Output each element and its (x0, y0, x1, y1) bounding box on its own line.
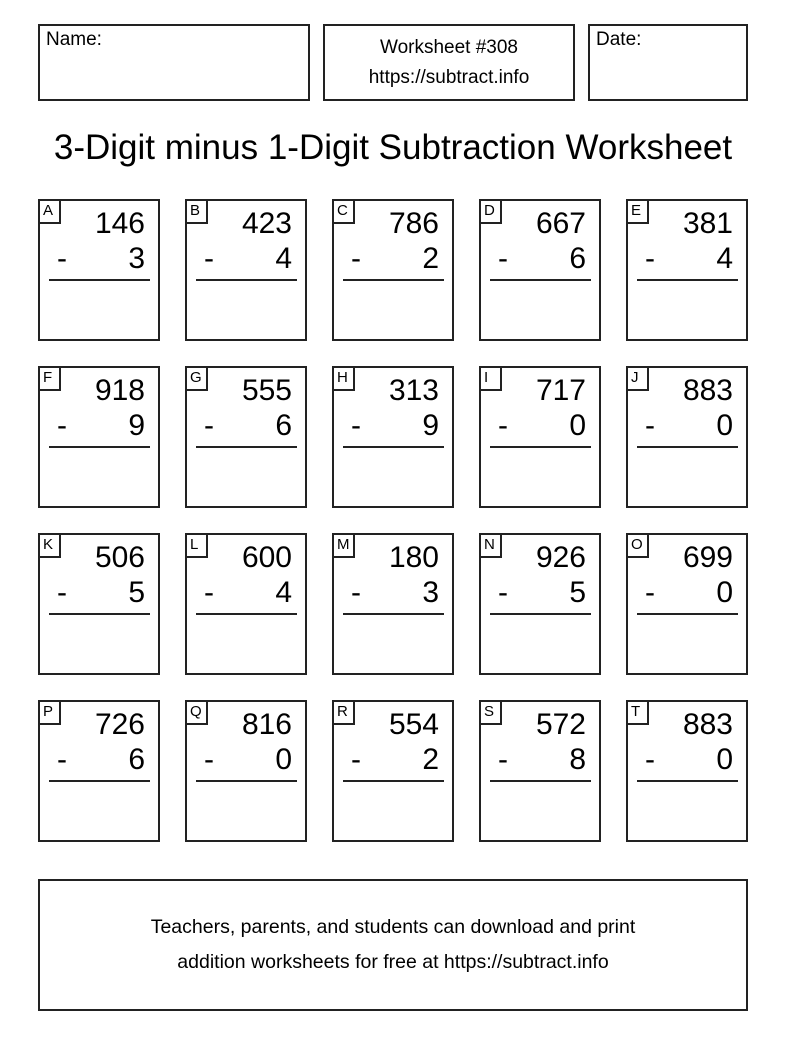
name-label: Name: (46, 29, 102, 50)
minuend: 423 (241, 207, 292, 240)
minus-sign: - (498, 242, 508, 275)
minus-sign: - (351, 242, 361, 275)
answer-line (637, 446, 738, 448)
minus-sign: - (645, 743, 655, 776)
problem-label: G (185, 366, 208, 391)
minus-sign: - (351, 743, 361, 776)
page-title: 3-Digit minus 1-Digit Subtraction Worksheet (53, 128, 733, 167)
problem-label: M (332, 533, 355, 558)
minus-sign: - (57, 409, 67, 442)
minus-sign: - (498, 576, 508, 609)
minus-sign: - (498, 743, 508, 776)
footer-note (38, 879, 748, 1011)
minuend: 883 (682, 708, 733, 741)
minus-sign: - (204, 242, 214, 275)
answer-line (49, 613, 150, 615)
subtrahend: 6 (569, 242, 586, 275)
problem-card[interactable] (185, 533, 307, 675)
minus-sign: - (351, 409, 361, 442)
minuend: 699 (682, 541, 733, 574)
problem-card[interactable] (185, 199, 307, 341)
minuend: 506 (94, 541, 145, 574)
problem-label: H (332, 366, 355, 391)
subtrahend: 5 (569, 576, 586, 609)
problem-card[interactable] (185, 366, 307, 508)
problem-label: S (479, 700, 502, 725)
minuend: 555 (241, 374, 292, 407)
subtrahend: 8 (569, 743, 586, 776)
answer-line (490, 446, 591, 448)
problem-card[interactable] (38, 366, 160, 508)
answer-line (196, 780, 297, 782)
subtrahend: 6 (275, 409, 292, 442)
minus-sign: - (645, 409, 655, 442)
problem-card[interactable] (38, 199, 160, 341)
worksheet-url: https://subtract.info (368, 66, 530, 88)
subtrahend: 0 (716, 743, 733, 776)
footer-line-1: Teachers, parents, and students can download and print (150, 916, 636, 938)
problem-card[interactable] (185, 700, 307, 842)
subtrahend: 9 (128, 409, 145, 442)
answer-line (343, 780, 444, 782)
problem-label: K (38, 533, 61, 558)
subtrahend: 3 (128, 242, 145, 275)
date-label: Date: (596, 29, 642, 50)
answer-line (343, 279, 444, 281)
name-field-box[interactable] (38, 24, 310, 101)
subtrahend: 2 (422, 743, 439, 776)
problem-label: C (332, 199, 355, 224)
problem-card[interactable] (479, 199, 601, 341)
subtrahend: 5 (128, 576, 145, 609)
problem-label: N (479, 533, 502, 558)
subtrahend: 4 (716, 242, 733, 275)
minuend: 554 (388, 708, 439, 741)
problem-card[interactable] (332, 366, 454, 508)
subtrahend: 0 (569, 409, 586, 442)
answer-line (637, 279, 738, 281)
minuend: 726 (94, 708, 145, 741)
problem-card[interactable] (479, 366, 601, 508)
minuend: 180 (388, 541, 439, 574)
answer-line (49, 446, 150, 448)
answer-line (49, 780, 150, 782)
problem-card[interactable] (332, 700, 454, 842)
problem-label: O (626, 533, 649, 558)
minus-sign: - (57, 743, 67, 776)
subtrahend: 9 (422, 409, 439, 442)
problem-label: B (185, 199, 208, 224)
answer-line (196, 279, 297, 281)
date-field-box[interactable] (588, 24, 748, 101)
minus-sign: - (351, 576, 361, 609)
problem-card[interactable] (626, 199, 748, 341)
problem-label: T (626, 700, 649, 725)
problem-card[interactable] (479, 700, 601, 842)
minuend: 816 (241, 708, 292, 741)
minus-sign: - (204, 743, 214, 776)
minus-sign: - (204, 409, 214, 442)
footer-line-2: addition worksheets for free at https://subtract.info (177, 951, 609, 973)
problem-label: P (38, 700, 61, 725)
problem-label: I (479, 366, 502, 391)
problem-card[interactable] (479, 533, 601, 675)
minus-sign: - (57, 576, 67, 609)
minuend: 883 (682, 374, 733, 407)
minuend: 667 (535, 207, 586, 240)
answer-line (490, 279, 591, 281)
problem-card[interactable] (38, 700, 160, 842)
minus-sign: - (204, 576, 214, 609)
worksheet-number: Worksheet #308 (379, 36, 518, 58)
answer-line (196, 613, 297, 615)
minus-sign: - (57, 242, 67, 275)
answer-line (343, 613, 444, 615)
minuend: 313 (388, 374, 439, 407)
problem-card[interactable] (38, 533, 160, 675)
minuend: 381 (682, 207, 733, 240)
problem-card[interactable] (332, 199, 454, 341)
minus-sign: - (645, 242, 655, 275)
minuend: 786 (388, 207, 439, 240)
subtrahend: 3 (422, 576, 439, 609)
minus-sign: - (645, 576, 655, 609)
problem-card[interactable] (626, 533, 748, 675)
problem-label: L (185, 533, 208, 558)
problem-label: A (38, 199, 61, 224)
subtrahend: 0 (716, 576, 733, 609)
answer-line (637, 780, 738, 782)
problem-card[interactable] (626, 700, 748, 842)
problem-label: E (626, 199, 649, 224)
subtrahend: 0 (275, 743, 292, 776)
problem-card[interactable] (332, 533, 454, 675)
minuend: 146 (94, 207, 145, 240)
subtrahend: 2 (422, 242, 439, 275)
problem-label: J (626, 366, 649, 391)
minuend: 572 (535, 708, 586, 741)
problem-label: Q (185, 700, 208, 725)
answer-line (490, 613, 591, 615)
minus-sign: - (498, 409, 508, 442)
answer-line (343, 446, 444, 448)
problem-label: R (332, 700, 355, 725)
subtrahend: 4 (275, 242, 292, 275)
subtrahend: 0 (716, 409, 733, 442)
minuend: 717 (535, 374, 586, 407)
minuend: 926 (535, 541, 586, 574)
problem-card[interactable] (626, 366, 748, 508)
answer-line (490, 780, 591, 782)
worksheet-info-box (323, 24, 575, 101)
problem-label: D (479, 199, 502, 224)
answer-line (637, 613, 738, 615)
problem-label: F (38, 366, 61, 391)
minuend: 918 (94, 374, 145, 407)
subtrahend: 4 (275, 576, 292, 609)
subtrahend: 6 (128, 743, 145, 776)
minuend: 600 (241, 541, 292, 574)
answer-line (196, 446, 297, 448)
answer-line (49, 279, 150, 281)
